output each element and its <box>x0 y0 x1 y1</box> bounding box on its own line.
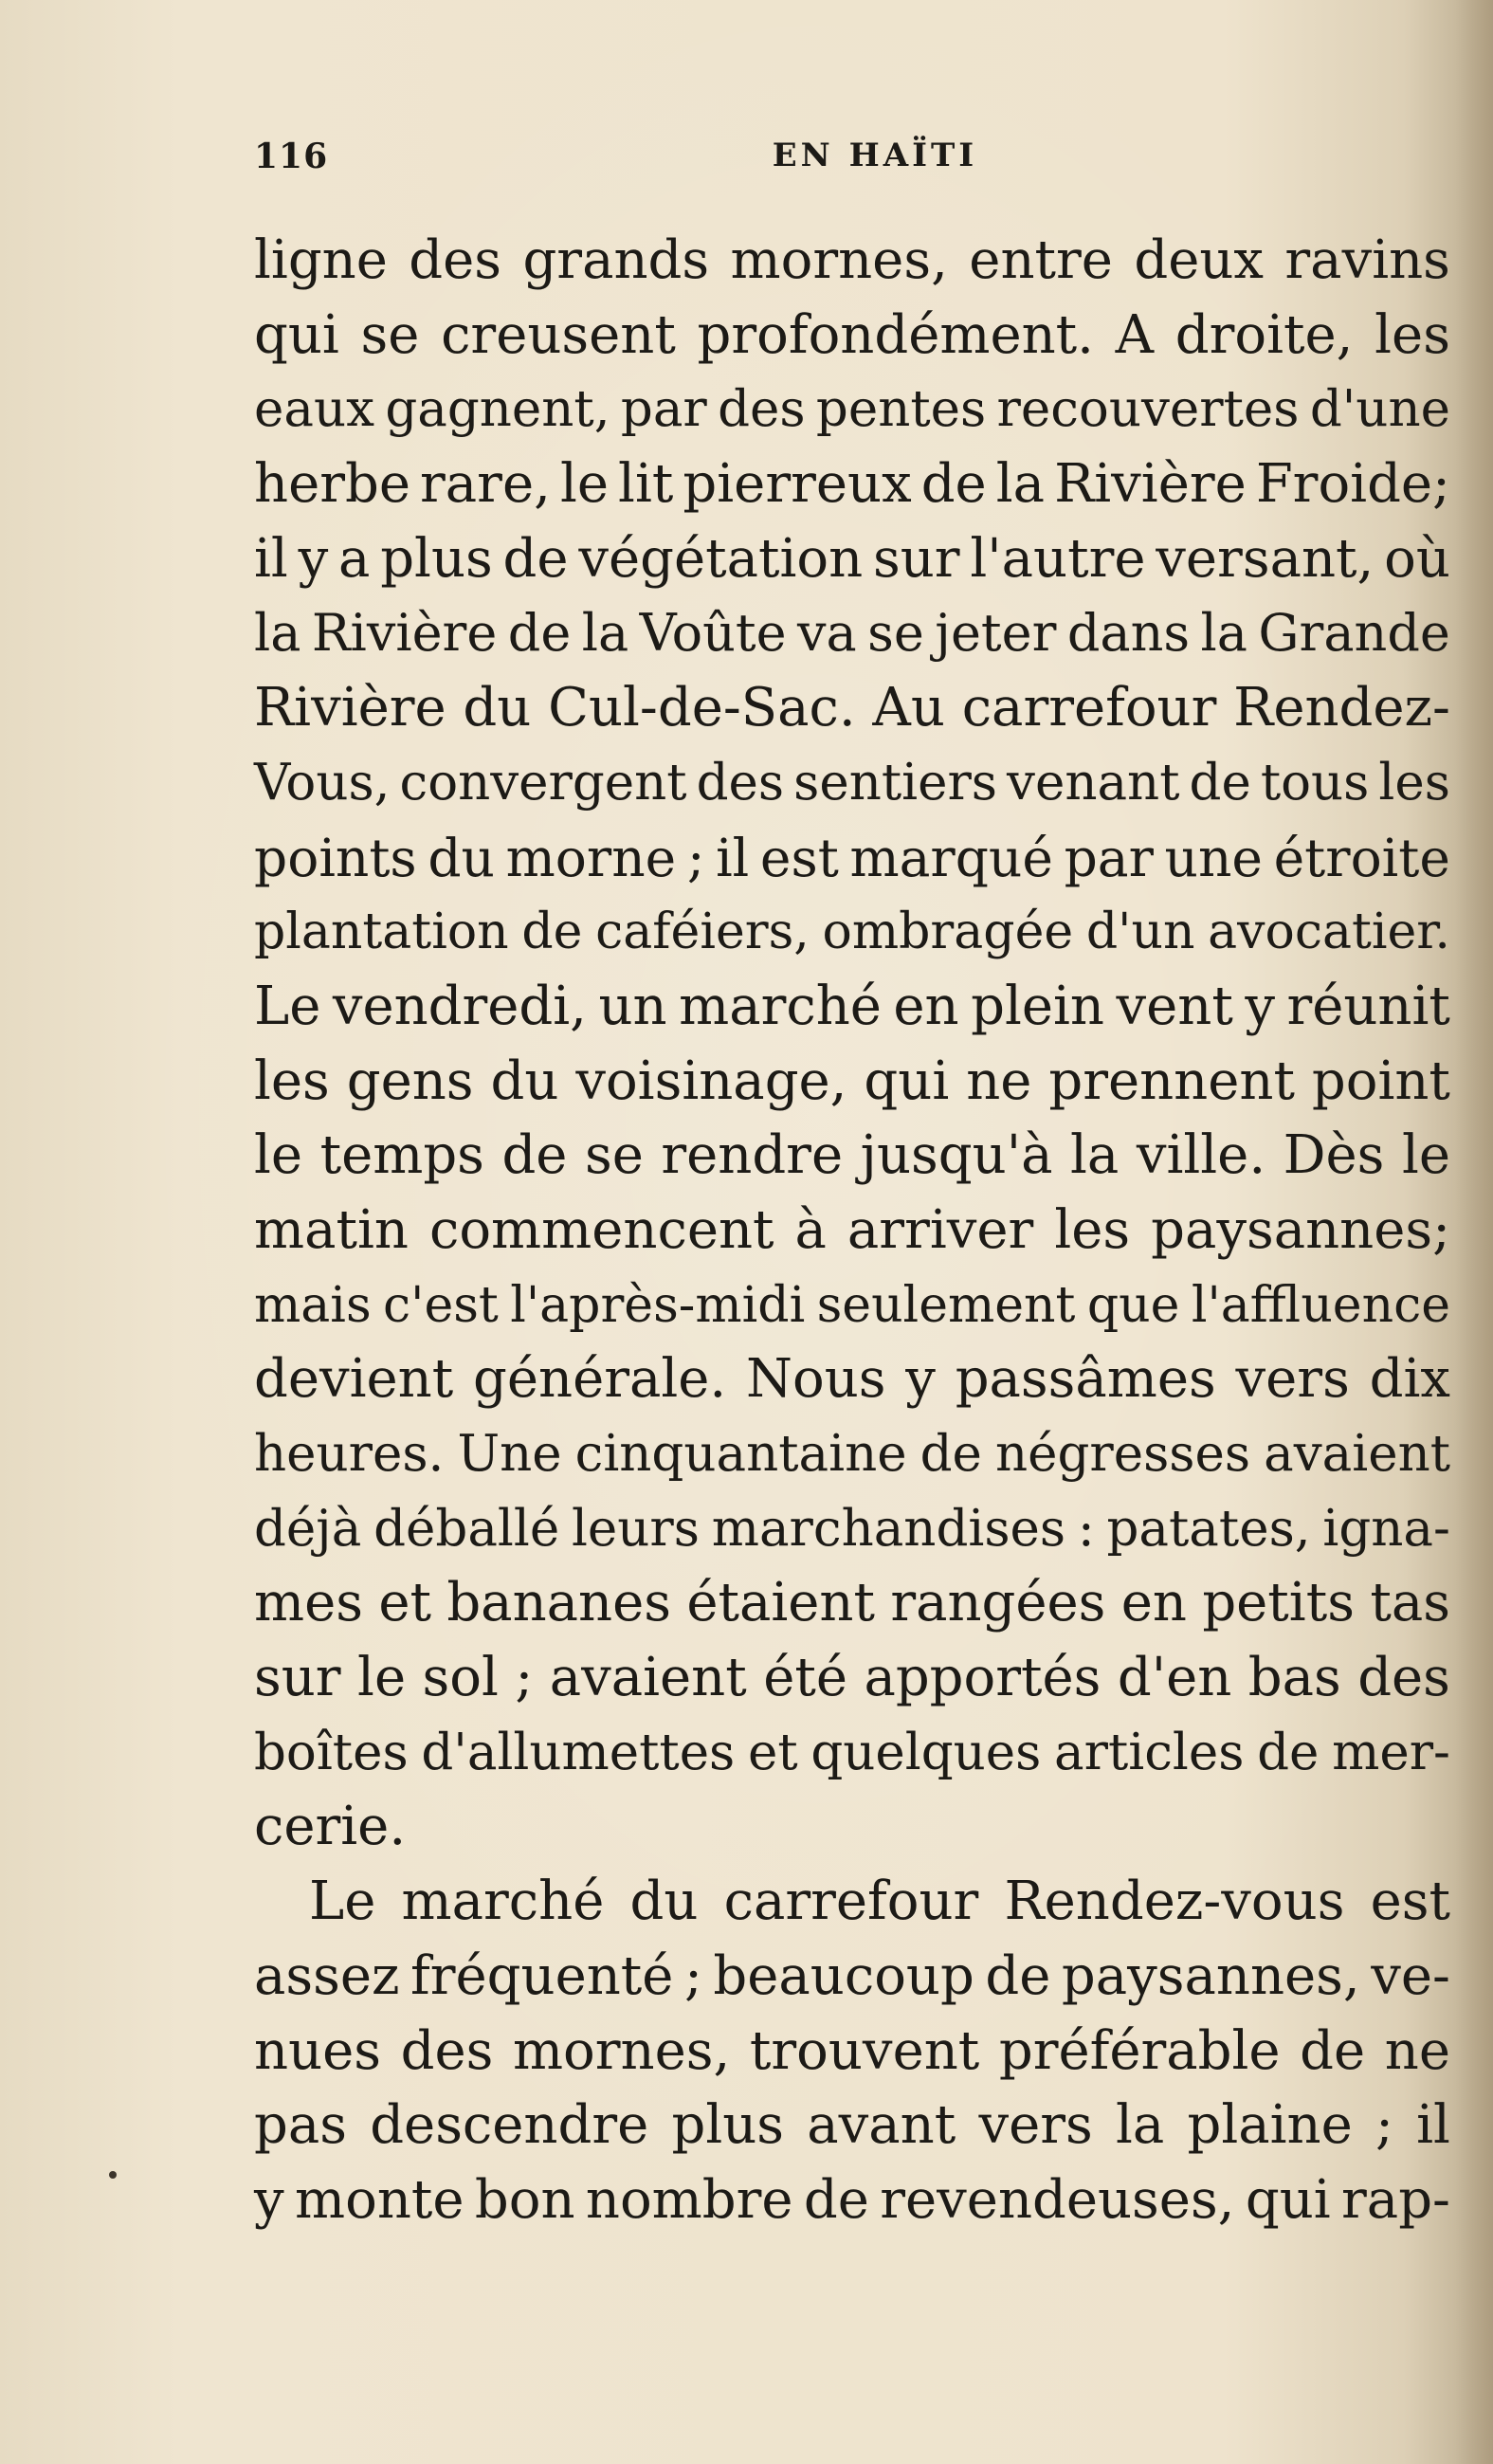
word: y <box>254 2168 284 2231</box>
word: se <box>867 603 924 664</box>
word: entre <box>969 229 1113 291</box>
word: y <box>298 527 329 590</box>
word: a <box>338 527 371 590</box>
word: par <box>1064 827 1154 888</box>
text-line <box>254 2015 1450 2090</box>
word: les <box>1378 753 1450 812</box>
word: : <box>1077 1499 1095 1558</box>
word: où <box>1384 527 1450 590</box>
word: convergent <box>399 753 687 812</box>
word: bananes <box>446 1572 671 1634</box>
word: nombre <box>585 2168 793 2231</box>
word: avant <box>807 2094 956 2157</box>
word: se <box>360 303 420 366</box>
word: Cul-de-Sac. <box>548 677 856 739</box>
word: qui <box>864 1049 950 1112</box>
word: Grande <box>1258 603 1450 664</box>
print-speck <box>109 2171 117 2179</box>
word: profondément. <box>697 303 1094 366</box>
word: beaucoup <box>713 1944 974 2007</box>
word: du <box>490 1049 559 1112</box>
word: paysannes; <box>1151 1198 1450 1261</box>
word: ; <box>683 1944 702 2007</box>
word: Voûte <box>639 603 787 664</box>
word: d'en <box>1117 1647 1232 1709</box>
word: Nous <box>745 1348 886 1411</box>
word: d'une <box>1309 380 1450 439</box>
text-line <box>254 1119 1450 1194</box>
word: avaient <box>549 1647 747 1709</box>
word: les <box>254 1049 330 1112</box>
word: sol <box>422 1647 499 1709</box>
word: des <box>409 229 502 291</box>
text-line <box>254 596 1450 671</box>
word: rendre <box>661 1124 844 1187</box>
word: gens <box>346 1049 474 1112</box>
text-line <box>254 671 1450 746</box>
text-line <box>254 1342 1450 1417</box>
word: été <box>763 1647 847 1709</box>
word: marchandises <box>711 1499 1066 1558</box>
word: avocatier. <box>1208 903 1450 961</box>
word: marché <box>401 1871 605 1933</box>
word: leurs <box>571 1499 700 1558</box>
word: descendre <box>370 2094 649 2157</box>
word: sur <box>872 527 960 590</box>
word: grands <box>522 229 710 291</box>
word: dix <box>1369 1348 1450 1411</box>
word: nues <box>254 2019 382 2082</box>
word: avaient <box>1264 1425 1450 1483</box>
word: ; <box>1375 2094 1393 2157</box>
word: Dès <box>1283 1124 1385 1187</box>
word: arriver <box>847 1198 1034 1261</box>
text-line <box>254 1566 1450 1641</box>
word: la <box>1200 603 1247 664</box>
word: une <box>1164 827 1263 888</box>
word: Rendez- <box>1233 677 1450 739</box>
word: du <box>463 677 532 739</box>
word: devient <box>254 1348 454 1411</box>
word: les <box>1375 303 1450 366</box>
word: de <box>920 453 987 516</box>
word: passâmes <box>955 1348 1216 1411</box>
word: le <box>1401 1124 1450 1187</box>
word: il <box>1416 2094 1450 2157</box>
word: des <box>696 753 785 812</box>
word: A <box>1115 303 1155 366</box>
word: plantation <box>254 903 509 961</box>
word: préférable <box>998 2019 1281 2082</box>
word: plus <box>380 527 493 590</box>
word: ville. <box>1136 1124 1266 1187</box>
text-line <box>254 1865 1450 1940</box>
word: est <box>759 827 839 888</box>
word: mes <box>254 1572 363 1634</box>
word: matin <box>254 1198 409 1261</box>
word: que <box>1086 1276 1180 1334</box>
word: igna- <box>1322 1499 1450 1558</box>
word: végétation <box>578 527 864 590</box>
text-line <box>254 224 1450 299</box>
word: déjà <box>254 1499 362 1558</box>
word: Rivière <box>1054 453 1247 516</box>
word: de <box>919 1425 982 1483</box>
word: l'autre <box>970 527 1146 590</box>
text-line: cerie. <box>254 1796 407 1858</box>
word: d'allumettes <box>421 1723 736 1781</box>
text-line <box>254 299 1450 374</box>
word: mais <box>254 1276 372 1334</box>
word: la <box>581 603 629 664</box>
word: à <box>794 1198 827 1261</box>
word: étaient <box>686 1572 875 1634</box>
word: négresses <box>994 1425 1251 1483</box>
word: il <box>254 527 288 590</box>
word: la <box>254 603 301 664</box>
word: l'après-midi <box>510 1276 806 1334</box>
word: patates, <box>1106 1499 1311 1558</box>
word: Rendez-vous <box>1004 1871 1345 1933</box>
word: Rivière <box>254 677 446 739</box>
word: marqué <box>849 827 1053 888</box>
word: de <box>521 903 583 961</box>
word: plaine <box>1187 2094 1353 2157</box>
text-line <box>254 1194 1450 1269</box>
word: l'affluence <box>1191 1276 1450 1334</box>
page-edge-shadow <box>1455 0 1493 2464</box>
word: de <box>1257 1723 1320 1781</box>
word: trouvent <box>749 2019 980 2082</box>
word: droite, <box>1174 303 1354 366</box>
word: des <box>400 2019 494 2082</box>
word: Le <box>254 975 321 1037</box>
word: gagnent, <box>385 380 610 439</box>
word: pentes <box>815 380 987 439</box>
word: temps <box>319 1124 484 1187</box>
text-line <box>254 447 1450 522</box>
word: fréquenté <box>410 1944 674 2007</box>
word: du <box>428 827 495 888</box>
word: réunit <box>1286 975 1450 1037</box>
word: plein <box>971 975 1104 1037</box>
word: Vous, <box>254 753 391 812</box>
word: le <box>559 453 609 516</box>
word: jusqu'à <box>860 1124 1053 1187</box>
word: ne <box>966 1049 1032 1112</box>
word: paysannes, <box>1061 1944 1360 2007</box>
word: du <box>629 1871 699 1933</box>
word: et <box>747 1723 798 1781</box>
word: va <box>797 603 857 664</box>
word: de <box>501 1124 568 1187</box>
word: la <box>995 453 1046 516</box>
word: déballé <box>373 1499 560 1558</box>
word: rangées <box>890 1572 1106 1634</box>
text-line <box>254 1269 1450 1343</box>
word: ombragée <box>822 903 1074 961</box>
word: voisinage, <box>575 1049 847 1112</box>
word: recouvertes <box>996 380 1300 439</box>
word: eaux <box>254 380 374 439</box>
word: de <box>502 527 569 590</box>
word: vendredi, <box>332 975 587 1037</box>
word: venant <box>1007 753 1180 812</box>
text-line <box>254 1716 1450 1791</box>
word: jeter <box>935 603 1057 664</box>
word: dans <box>1066 603 1191 664</box>
word: herbe <box>254 453 410 516</box>
page-header <box>254 137 1450 184</box>
word: commencent <box>428 1198 774 1261</box>
word: bas <box>1247 1647 1341 1709</box>
word: de <box>803 2168 869 2231</box>
word: ve- <box>1371 1944 1450 2007</box>
word: ; <box>515 1647 534 1709</box>
word: assez <box>254 1944 400 2007</box>
text-line <box>254 373 1450 447</box>
word: petits <box>1202 1572 1355 1634</box>
word: Froide; <box>1255 453 1450 516</box>
text-line <box>254 1492 1450 1567</box>
word: ravins <box>1284 229 1450 291</box>
word: ne <box>1384 2019 1450 2082</box>
word: creusent <box>441 303 676 366</box>
word: vers <box>1235 1348 1350 1411</box>
word: carrefour <box>961 677 1217 739</box>
word: marché <box>679 975 882 1037</box>
word: heures. <box>254 1425 445 1483</box>
word: lit <box>618 453 674 516</box>
word: quelques <box>810 1723 1042 1781</box>
word: bon <box>474 2168 575 2231</box>
word: tous <box>1260 753 1370 812</box>
word: pas <box>254 2094 347 2157</box>
word: la <box>1070 1124 1120 1187</box>
word: rap- <box>1341 2168 1450 2231</box>
body-text <box>254 224 1450 2238</box>
word: de <box>507 603 572 664</box>
word: se <box>584 1124 644 1187</box>
word: vent <box>1116 975 1233 1037</box>
word: caféiers, <box>595 903 810 961</box>
word: mer- <box>1332 1723 1450 1781</box>
word: de <box>1189 753 1251 812</box>
text-line <box>254 821 1450 896</box>
text-line <box>254 1641 1450 1716</box>
word: un <box>598 975 667 1037</box>
word: plus <box>671 2094 785 2157</box>
text-line <box>254 1940 1450 2015</box>
word: apportés <box>864 1647 1102 1709</box>
word: et <box>378 1572 431 1634</box>
word: des <box>718 380 806 439</box>
word: des <box>1357 1647 1450 1709</box>
word: est <box>1370 1871 1450 1933</box>
word: sur <box>254 1647 341 1709</box>
word: étroite <box>1273 827 1450 888</box>
word: qui <box>1245 2168 1331 2231</box>
word: ligne <box>254 229 388 291</box>
word: qui <box>254 303 339 366</box>
text-line <box>254 2163 1450 2238</box>
word: seulement <box>816 1276 1076 1334</box>
word: les <box>1054 1198 1131 1261</box>
word: boîtes <box>254 1723 409 1781</box>
text-line <box>254 1417 1450 1492</box>
word: y <box>905 1348 936 1411</box>
word: point <box>1311 1049 1450 1112</box>
word: Une <box>457 1425 562 1483</box>
word: points <box>254 827 417 888</box>
word: articles <box>1054 1723 1245 1781</box>
word: il <box>716 827 750 888</box>
word: prennent <box>1048 1049 1295 1112</box>
word: générale. <box>473 1348 727 1411</box>
text-line <box>254 746 1450 821</box>
word: en <box>893 975 959 1037</box>
word: monte <box>295 2168 464 2231</box>
word: le <box>254 1124 303 1187</box>
word: carrefour <box>723 1871 979 1933</box>
text-line <box>254 2089 1450 2163</box>
text-line <box>254 522 1450 597</box>
word: morne <box>505 827 677 888</box>
word: en <box>1120 1572 1187 1634</box>
word: Rivière <box>311 603 498 664</box>
running-head: EN HAÏTI <box>772 137 978 174</box>
word: sentiers <box>793 753 997 812</box>
word: vers <box>978 2094 1093 2157</box>
word: le <box>357 1647 407 1709</box>
word: c'est <box>383 1276 499 1334</box>
word: revendeuses, <box>880 2168 1235 2231</box>
word: pierreux <box>683 453 912 516</box>
word: cinquantaine <box>574 1425 907 1483</box>
page-number: 116 <box>254 137 329 176</box>
word: mornes, <box>730 229 948 291</box>
word: par <box>620 380 707 439</box>
word: ; <box>686 827 705 888</box>
word: d'un <box>1085 903 1195 961</box>
word: de <box>985 1944 1051 2007</box>
word: mornes, <box>512 2019 731 2082</box>
word: de <box>1300 2019 1366 2082</box>
word: y <box>1245 975 1275 1037</box>
word: tas <box>1370 1572 1450 1634</box>
text-line <box>254 1045 1450 1120</box>
word: Le <box>309 1871 376 1933</box>
text-line <box>254 970 1450 1045</box>
word: rare, <box>420 453 551 516</box>
word: la <box>1115 2094 1165 2157</box>
word: deux <box>1134 229 1264 291</box>
word: versant, <box>1156 527 1375 590</box>
word: Au <box>872 677 945 739</box>
text-line <box>254 895 1450 970</box>
